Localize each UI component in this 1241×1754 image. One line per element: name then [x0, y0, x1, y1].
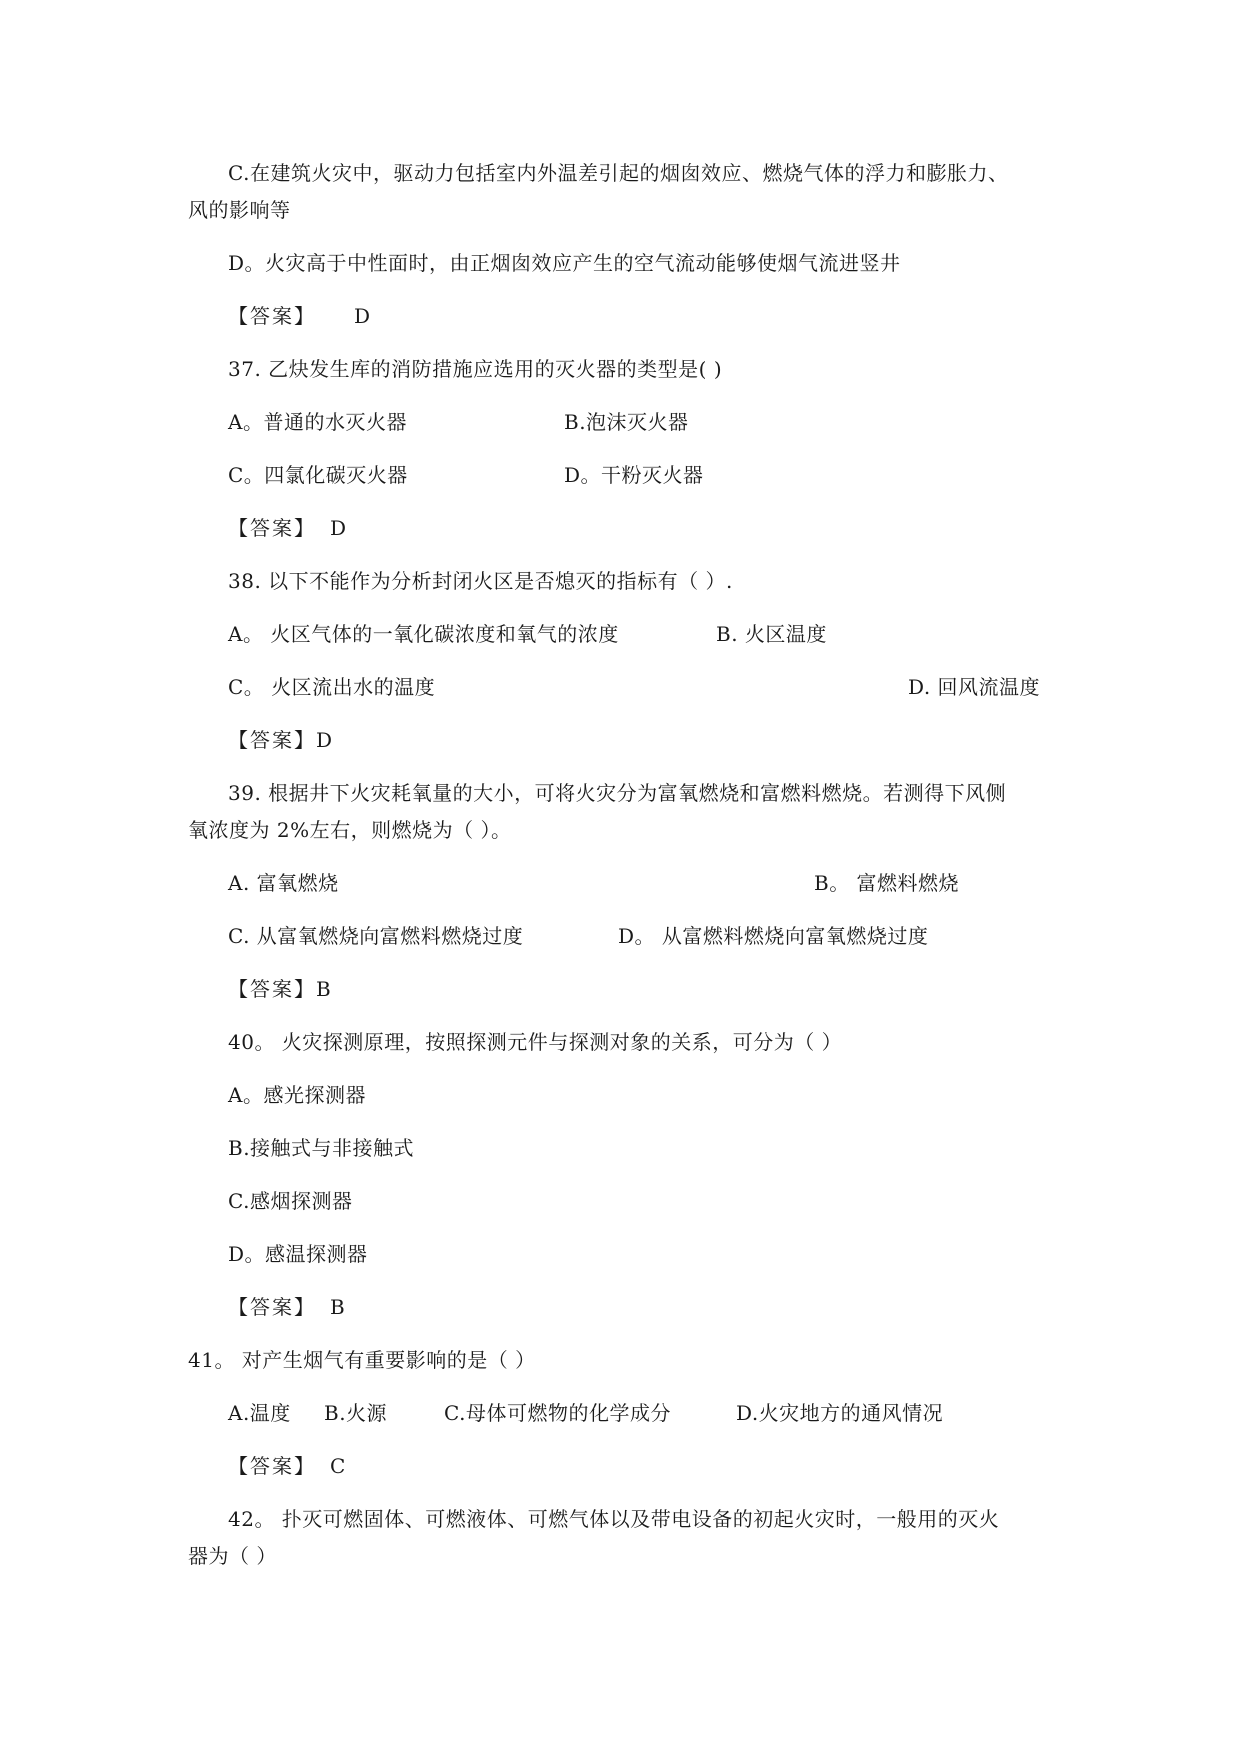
q40-answer [228, 1294, 345, 1320]
q37-stem: 37. 乙炔发生库的消防措施应选用的灭火器的类型是( ) [228, 357, 723, 381]
q37-option-d: D。干粉灭火器 [564, 463, 704, 487]
answer-label: 【答案】 [228, 977, 316, 1001]
q42-stem-line2: 器为（ ） [188, 1544, 277, 1568]
q41-option-b: B.火源 [324, 1401, 388, 1425]
q39-option-d: D。 从富燃料燃烧向富氧燃烧过度 [618, 924, 929, 948]
answer-label: 【答案】 [228, 516, 316, 540]
answer-value: D [330, 516, 347, 540]
q36-answer [228, 303, 371, 329]
q41-option-d: D.火灾地方的通风情况 [736, 1401, 944, 1425]
q38-option-a: A。 火区气体的一氧化碳浓度和氧气的浓度 [228, 622, 619, 646]
q38-option-b: B. 火区温度 [716, 622, 827, 646]
q38-option-d: D. 回风流温度 [908, 675, 1041, 699]
q41-stem: 41。 对产生烟气有重要影响的是（ ） [188, 1348, 536, 1372]
q38-option-c: C。 火区流出水的温度 [228, 675, 436, 699]
q41-answer [228, 1453, 346, 1479]
answer-value: D [316, 728, 333, 752]
answer-value: B [316, 977, 332, 1001]
q41-option-c: C.母体可燃物的化学成分 [444, 1401, 671, 1425]
q39-stem-line1: 39. 根据井下火灾耗氧量的大小，可将火灾分为富氧燃烧和富燃料燃烧。若测得下风侧 [228, 781, 1007, 805]
q38-answer [228, 727, 333, 753]
q40-option-b: B.接触式与非接触式 [228, 1136, 415, 1160]
answer-label: 【答案】 [228, 1454, 316, 1478]
answer-label: 【答案】 [228, 728, 316, 752]
q40-option-c: C.感烟探测器 [228, 1189, 353, 1213]
q37-option-a: A。普通的水灭火器 [228, 410, 407, 434]
q42-stem-line1: 42。 扑灭可燃固体、可燃液体、可燃气体以及带电设备的初起火灾时，一般用的灭火 [228, 1507, 1000, 1531]
q39-option-c: C. 从富氧燃烧向富燃料燃烧过度 [228, 924, 524, 948]
answer-value: C [330, 1454, 346, 1478]
q36-option-c-line1: C.在建筑火灾中，驱动力包括室内外温差引起的烟囱效应、燃烧气体的浮力和膨胀力、 [228, 161, 1009, 185]
q41-option-a: A.温度 [228, 1401, 291, 1425]
answer-label: 【答案】 [228, 304, 316, 328]
q40-option-a: A。感光探测器 [228, 1083, 366, 1107]
answer-value: D [354, 304, 371, 328]
q38-stem: 38. 以下不能作为分析封闭火区是否熄灭的指标有（ ）. [228, 569, 733, 593]
q39-answer [228, 976, 331, 1002]
answer-label: 【答案】 [228, 1295, 316, 1319]
q36-option-d: D。火灾高于中性面时，由正烟囱效应产生的空气流动能够使烟气流进竖井 [228, 251, 901, 275]
q39-stem-line2: 氧浓度为 2%左右，则燃烧为（ ）。 [188, 818, 512, 842]
q40-stem: 40。 火灾探测原理，按照探测元件与探测对象的关系，可分为（ ） [228, 1030, 843, 1054]
q40-option-d: D。感温探测器 [228, 1242, 368, 1266]
q39-option-b: B。 富燃料燃烧 [814, 871, 960, 895]
q37-option-c: C。四氯化碳灭火器 [228, 463, 408, 487]
q37-option-b: B.泡沫灭火器 [564, 410, 689, 434]
q39-option-a: A. 富氧燃烧 [228, 871, 339, 895]
answer-value: B [330, 1295, 346, 1319]
q36-option-c-line2: 风的影响等 [188, 198, 291, 222]
q37-answer [228, 515, 347, 541]
